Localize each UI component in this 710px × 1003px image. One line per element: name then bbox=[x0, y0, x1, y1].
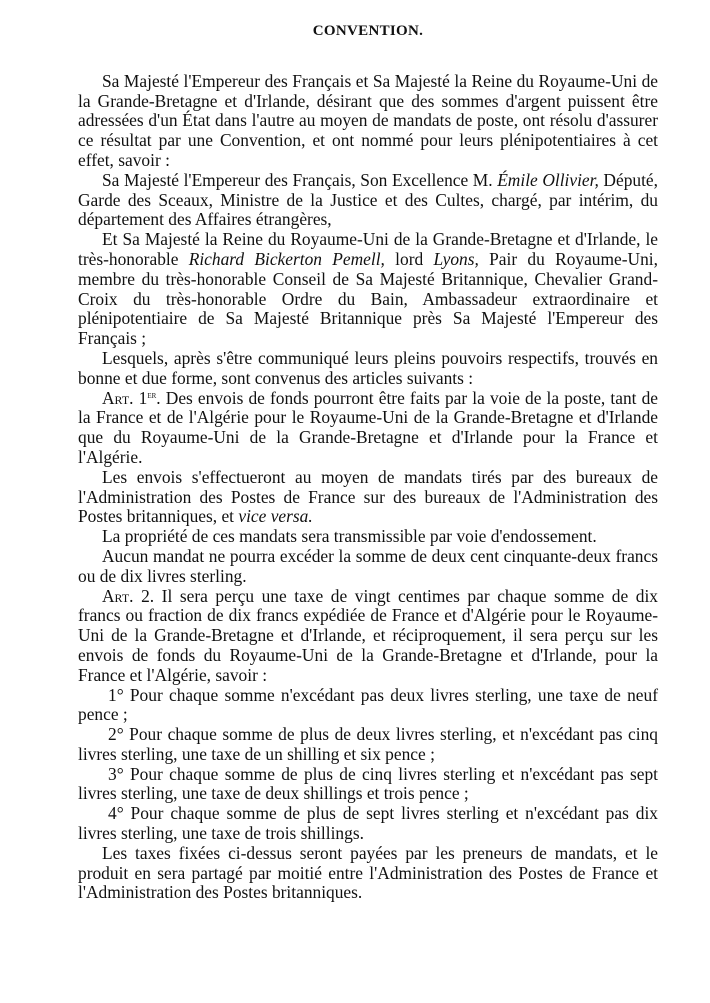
plenipotentiary-uk-name: Richard Bickerton Pemell, bbox=[188, 248, 385, 269]
article-1-label bbox=[102, 388, 161, 408]
plenipotentiary-uk-title-name: Lyons, bbox=[433, 248, 479, 269]
article-2-item-2: 2° Pour chaque somme de plus de deux livres sterling, et n'excédant pas cinq livres sterling, une taxe de un shilling et six pence ; bbox=[78, 724, 658, 764]
article-1-vice-versa: vice versa. bbox=[238, 506, 313, 527]
article-1-label-end: . bbox=[156, 387, 161, 408]
article-1-limit-paragraph: Aucun mandat ne pourra excéder la somme de deux cent cinquante-deux francs ou de dix livres sterling. bbox=[78, 545, 658, 586]
article-2-paragraph bbox=[78, 587, 658, 686]
document-title: CONVENTION. bbox=[312, 23, 424, 39]
article-2-label: Art. 2. bbox=[102, 585, 155, 606]
preamble-paragraph: Sa Majesté l'Empereur des Français et Sa Majesté la Reine du Royaume-Uni de la Grande-Bretagne et d'Irlande, désirant que des sommes d'argent puissent être adressées d'un État dans l'autre au moyen de mandats de poste, ont résolu d'assurer ce résultat par une Convention, et ont nommé pour leurs plénipotentiaires à cet effet, savoir : bbox=[78, 70, 658, 170]
article-1-paragraph bbox=[78, 389, 658, 468]
plenipotentiary-uk-titles: Pair du Royaume-Uni, membre du très-honorable Conseil de Sa Majesté Britannique, Chevalier Grand-Croix du très-honorable Ordre du Bain, Ambassadeur extraordinaire et plénipotentiaire de Sa Majesté Britannique près Sa Majesté l'Empereur des Français ; bbox=[78, 248, 658, 349]
article-2-item-1: 1° Pour chaque somme n'excédant pas deux livres sterling, une taxe de neuf pence ; bbox=[78, 684, 658, 725]
plenipotentiary-france-titles: Député, Garde des Sceaux, Ministre de la Justice et des Cultes, chargé, par intérim, du département des Affaires étrangères, bbox=[78, 169, 658, 230]
article-2-item-4: 4° Pour chaque somme de plus de sept livres sterling et n'excédant pas dix livres sterling, une taxe de trois shillings. bbox=[78, 803, 658, 844]
article-2-item-3: 3° Pour chaque somme de plus de cinq livres sterling et n'excédant pas sept livres sterling, une taxe de deux shillings et trois pence ; bbox=[78, 763, 658, 804]
article-1-propriete-paragraph: La propriété de ces mandats sera transmissible par voie d'endossement. bbox=[102, 526, 597, 547]
plenipotentiary-france-intro: Sa Majesté l'Empereur des Français, Son Excellence M. bbox=[102, 169, 498, 190]
article-1-label-sup: er bbox=[147, 389, 157, 401]
article-2-text: Il sera perçu une taxe de vingt centimes par chaque somme de dix francs ou fraction de dix francs expédiée de France et d'Algérie pour le Royaume-Uni de la Grande-Bretagne et d'Irlande, et réciproquement, il sera perçu sur les envois de fonds du Royaume-Uni de la Grande-Bretagne et d'Irlande, pour la France et l'Algérie, savoir : bbox=[78, 585, 658, 685]
plenipotentiary-france-paragraph bbox=[78, 171, 658, 230]
article-1-envois-paragraph bbox=[78, 468, 658, 527]
plenipotentiary-uk-lord: lord bbox=[384, 248, 434, 269]
plenipotentiary-france-name: Émile Ollivier, bbox=[497, 169, 599, 190]
plenipotentiary-uk-intro: Et Sa Majesté la Reine du Royaume-Uni de la Grande-Bretagne et d'Irlande, le très-honorable bbox=[78, 229, 658, 269]
lesquels-paragraph: Lesquels, après s'être communiqué leurs pleins pouvoirs respectifs, trouvés en bonne et due forme, sont convenus des articles suivants : bbox=[78, 347, 658, 388]
plenipotentiary-uk-paragraph bbox=[78, 230, 658, 349]
article-1-envois-text: Les envois s'effectueront au moyen de mandats tirés par des bureaux de l'Administration des Postes de France sur des bureaux de l'Administration des Postes britanniques, et bbox=[78, 466, 658, 527]
article-1-text: Des envois de fonds pourront être faits par la voie de la poste, tant de la France et de l'Algérie pour le Royaume-Uni de la Grande-Bretagne et d'Irlande que du Royaume-Uni de la Grande-Bretagne et d'Irlande pour la France et l'Algérie. bbox=[78, 387, 658, 467]
article-2-closing-paragraph: Les taxes fixées ci-dessus seront payées par les preneurs de mandats, et le produit en sera partagé par moitié entre l'Administration des Postes de France et l'Administration des Postes britanniques. bbox=[78, 842, 658, 903]
article-1-label-text: Art. 1 bbox=[102, 387, 148, 408]
